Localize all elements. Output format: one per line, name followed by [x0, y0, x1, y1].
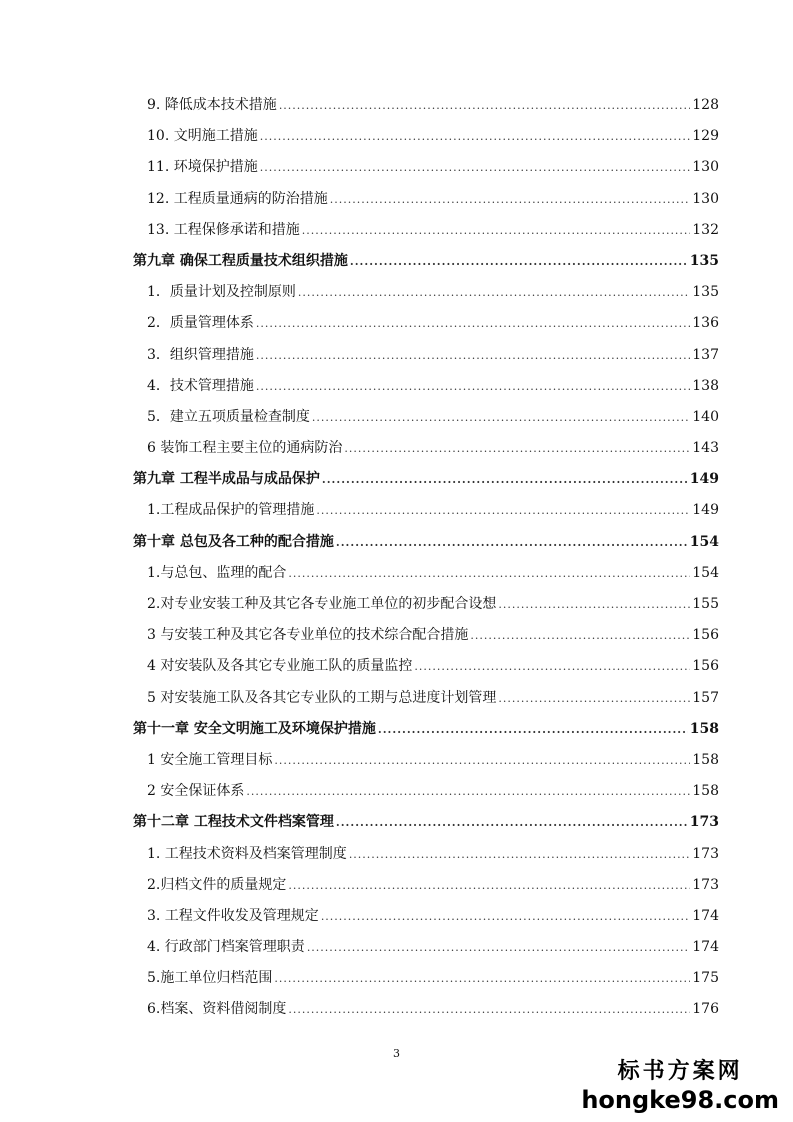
toc-entry-page: 173: [692, 845, 719, 862]
toc-entry-title: 12. 工程质量通病的防治措施: [147, 190, 328, 207]
toc-entry-page: 149: [692, 502, 719, 519]
toc-entry-title: 4. 行政部门档案管理职责: [147, 939, 305, 956]
toc-entry-title: 第九章 工程半成品与成品保护: [133, 471, 320, 488]
toc-entry-title: 5 对安装施工队及各其它专业队的工期与总进度计划管理: [147, 689, 497, 706]
toc-dot-leader: [288, 1003, 690, 1016]
toc-dot-leader: [336, 536, 688, 549]
watermark-line1: 标书方案网: [617, 1059, 743, 1084]
toc-section-entry[interactable]: [133, 780, 719, 811]
toc-entry-page: 174: [692, 907, 719, 924]
toc-dot-leader: [498, 692, 690, 705]
toc-section-entry[interactable]: [133, 156, 719, 187]
toc-dot-leader: [336, 816, 688, 829]
toc-entry-title: 1. 工程技术资料及档案管理制度: [147, 845, 347, 862]
toc-entry-page: 138: [692, 377, 719, 394]
toc-section-entry[interactable]: [133, 406, 719, 437]
toc-entry-title: 1.与总包、监理的配合: [147, 564, 287, 581]
toc-entry-page: 130: [692, 159, 719, 176]
toc-section-entry[interactable]: [133, 562, 719, 593]
toc-section-entry[interactable]: [133, 936, 719, 967]
toc-section-entry[interactable]: [133, 125, 719, 156]
toc-section-entry[interactable]: [133, 375, 719, 406]
toc-dot-leader: [349, 848, 690, 861]
toc-dot-leader: [288, 567, 690, 580]
toc-entry-title: 第九章 确保工程质量技术组织措施: [133, 252, 348, 269]
toc-entry-page: 132: [692, 221, 719, 238]
toc-entry-title: 5．建立五项质量检查制度: [147, 408, 310, 425]
toc-entry-title: 4．技术管理措施: [147, 377, 254, 394]
toc-dot-leader: [378, 723, 688, 736]
toc-entry-page: 135: [689, 252, 719, 269]
toc-section-entry[interactable]: [133, 188, 719, 219]
toc-section-entry[interactable]: [133, 281, 719, 312]
toc-dot-leader: [256, 380, 690, 393]
page-number: 3: [393, 1047, 400, 1060]
toc-entry-title: 3．组织管理措施: [147, 346, 254, 363]
toc-dot-leader: [260, 130, 691, 143]
toc-section-entry[interactable]: [133, 687, 719, 718]
toc-entry-page: 155: [692, 596, 719, 612]
toc-entry-title: 第十章 总包及各工种的配合措施: [133, 533, 334, 550]
toc-entry-title: 2.对专业安装工种及其它各专业施工单位的初步配合设想: [147, 596, 497, 612]
toc-dot-leader: [260, 161, 691, 174]
toc-section-entry[interactable]: [133, 499, 719, 530]
toc-dot-leader: [256, 317, 690, 330]
toc-dot-leader: [274, 972, 690, 985]
toc-entry-title: 11. 环境保护措施: [147, 159, 258, 176]
toc-section-entry[interactable]: [133, 437, 719, 468]
toc-entry-page: 158: [692, 783, 719, 800]
toc-dot-leader: [322, 473, 688, 486]
toc-entry-title: 3. 工程文件收发及管理规定: [147, 907, 319, 924]
watermark-logo: [581, 1058, 779, 1114]
toc-dot-leader: [498, 598, 690, 611]
toc-entry-title: 10. 文明施工措施: [147, 128, 258, 145]
toc-section-entry[interactable]: [133, 749, 719, 780]
toc-entry-page: 173: [692, 876, 719, 893]
toc-chapter-entry[interactable]: [133, 718, 719, 749]
toc-chapter-entry[interactable]: [133, 531, 719, 562]
toc-entry-title: 2 安全保证体系: [147, 783, 245, 800]
toc-entry-title: 1 安全施工管理目标: [147, 751, 273, 768]
toc-chapter-entry[interactable]: [133, 468, 719, 499]
toc-entry-page: 140: [692, 408, 719, 425]
toc-dot-leader: [321, 910, 690, 923]
toc-entry-title: 1．质量计划及控制原则: [147, 284, 296, 301]
toc-entry-page: 154: [689, 533, 719, 550]
toc-entry-page: 130: [692, 190, 719, 207]
toc-dot-leader: [288, 879, 690, 892]
toc-entry-page: 154: [692, 564, 719, 581]
toc-entry-title: 3 与安装工种及其它各专业单位的技术综合配合措施: [147, 627, 469, 644]
toc-entry-title: 第十一章 安全文明施工及环境保护措施: [133, 720, 376, 737]
toc-entry-page: 156: [692, 658, 719, 675]
toc-entry-page: 128: [692, 97, 719, 113]
toc-dot-leader: [312, 411, 690, 424]
toc-section-entry[interactable]: [133, 219, 719, 250]
toc-entry-title: 第十二章 工程技术文件档案管理: [133, 814, 334, 831]
toc-entry-title: 6.档案、资料借阅制度: [147, 1001, 287, 1018]
toc-entry-title: 2.归档文件的质量规定: [147, 876, 287, 893]
toc-dot-leader: [246, 785, 690, 798]
toc-dot-leader: [316, 504, 690, 517]
toc-dot-leader: [344, 442, 690, 455]
toc-dot-leader: [274, 754, 690, 767]
toc-chapter-entry[interactable]: [133, 250, 719, 281]
toc-section-entry[interactable]: [133, 843, 719, 874]
toc-entry-page: 143: [692, 440, 719, 457]
toc-entry-page: 135: [692, 284, 719, 301]
toc-entry-page: 149: [689, 471, 719, 488]
toc-section-entry[interactable]: [133, 312, 719, 343]
toc-entry-page: 136: [692, 315, 719, 332]
toc-dot-leader: [307, 941, 690, 954]
toc-entry-page: 174: [692, 939, 719, 956]
toc-entry-page: 158: [692, 751, 719, 768]
toc-entry-title: 5.施工单位归档范围: [147, 970, 273, 987]
toc-dot-leader: [330, 193, 691, 206]
toc-section-entry[interactable]: [133, 998, 719, 1029]
toc-dot-leader: [470, 629, 690, 642]
toc-entry-title: 9. 降低成本技术措施: [147, 97, 277, 113]
toc-entry-page: 158: [689, 720, 719, 737]
toc-entry-page: 175: [692, 970, 719, 987]
toc-dot-leader: [279, 99, 690, 112]
toc-chapter-entry[interactable]: [133, 811, 719, 842]
toc-dot-leader: [256, 349, 690, 362]
toc-section-entry[interactable]: [133, 593, 719, 624]
watermark-line2: hongke98.com: [581, 1086, 779, 1114]
toc-entry-page: 173: [689, 814, 719, 831]
toc-entry-title: 4 对安装队及各其它专业施工队的质量监控: [147, 658, 413, 675]
toc-entry-title: 1.工程成品保护的管理措施: [147, 502, 315, 519]
toc-entry-title: 13. 工程保修承诺和措施: [147, 221, 300, 238]
toc-section-entry[interactable]: [133, 624, 719, 655]
toc-section-entry[interactable]: [133, 874, 719, 905]
toc-dot-leader: [350, 255, 688, 268]
toc-entry-page: 156: [692, 627, 719, 644]
toc-entry-page: 176: [692, 1001, 719, 1018]
toc-entry-title: 2．质量管理体系: [147, 315, 254, 332]
toc-dot-leader: [414, 660, 690, 673]
toc-entry-page: 129: [692, 128, 719, 145]
toc-dot-leader: [302, 224, 691, 237]
toc-dot-leader: [298, 286, 690, 299]
toc-section-entry[interactable]: [133, 94, 719, 125]
toc-section-entry[interactable]: [133, 967, 719, 998]
toc-section-entry[interactable]: [133, 905, 719, 936]
toc-entry-title: 6 装饰工程主要主位的通病防治: [147, 440, 343, 457]
toc-entry-page: 137: [692, 346, 719, 363]
toc-section-entry[interactable]: [133, 655, 719, 686]
toc-entry-page: 157: [692, 689, 719, 706]
toc-section-entry[interactable]: [133, 344, 719, 375]
table-of-contents: [133, 94, 719, 1030]
